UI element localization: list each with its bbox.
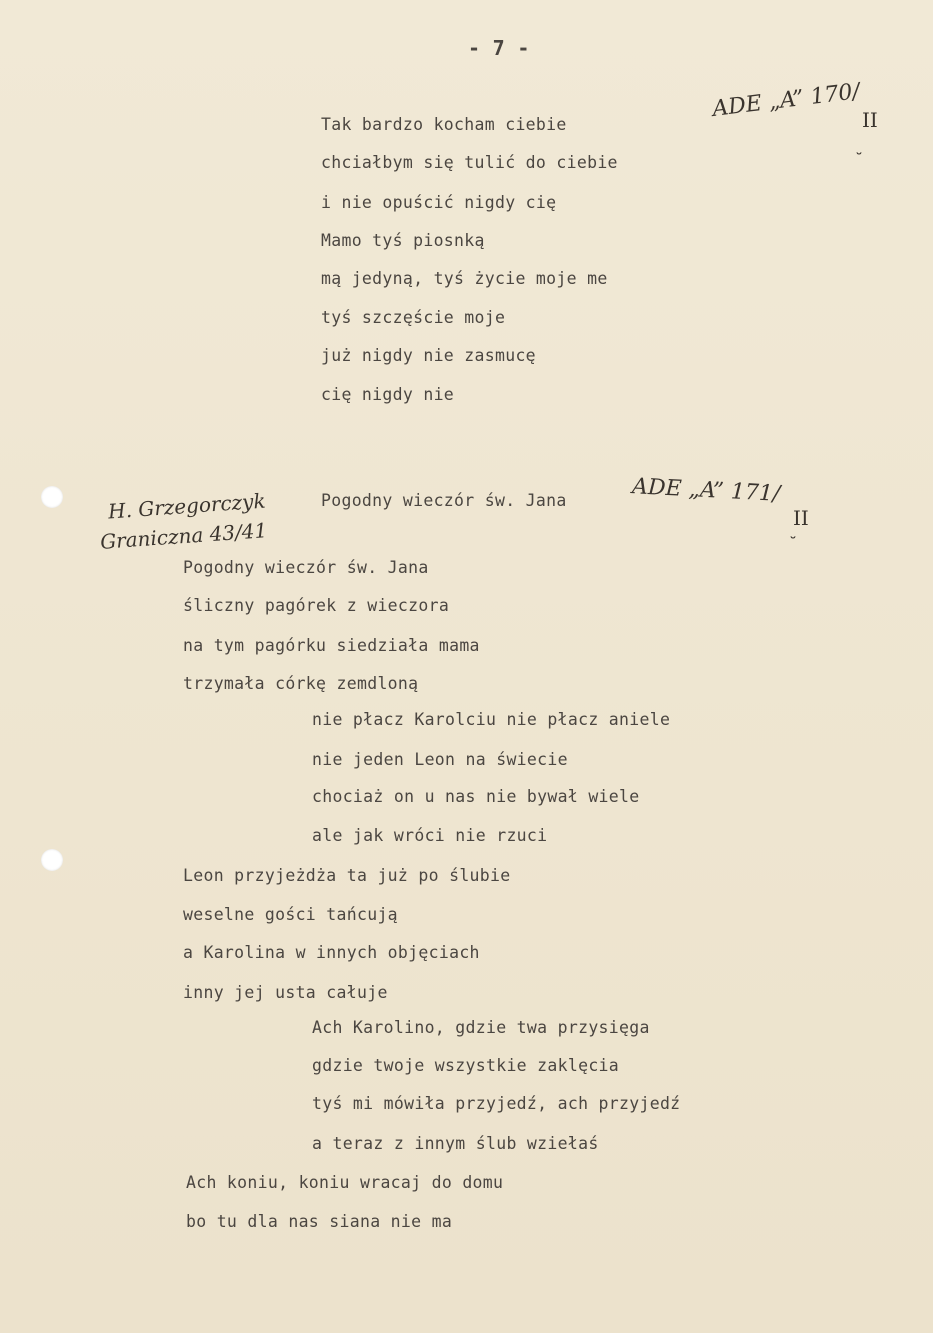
song2-line: trzymała córkę zemdloną (183, 674, 419, 693)
song1-line: chciałbym się tulić do ciebie (321, 153, 618, 172)
song2-line: a teraz z innym ślub wziełaś (312, 1134, 599, 1153)
song2-line: Ach koniu, koniu wracaj do domu (186, 1173, 504, 1192)
page-number: - 7 - (468, 36, 530, 60)
song2-line: na tym pagórku siedziała mama (183, 636, 480, 655)
song2-line: ale jak wróci nie rzuci (312, 826, 548, 845)
archive-ref-170-suffix: II (862, 108, 878, 132)
informant-address: Graniczna 43/41 (99, 518, 268, 554)
binder-hole-bottom (41, 849, 63, 871)
song2-line: nie płacz Karolciu nie płacz aniele (312, 710, 671, 729)
song2-line: chociaż on u nas nie bywał wiele (312, 787, 640, 806)
tick-mark-2: ˘ (789, 534, 797, 553)
song2-line: śliczny pagórek z wieczora (183, 596, 450, 615)
archive-ref-170: ADE „A” 170/ (711, 79, 862, 122)
archive-ref-171-suffix: II (793, 506, 809, 530)
song1-line: cię nigdy nie (321, 385, 455, 404)
song1-line: Mamo tyś piosnką (321, 231, 485, 250)
archive-ref-171: ADE „A” 171/ (631, 474, 781, 507)
song1-line: tyś szczęście moje (321, 308, 506, 327)
song2-line: Ach Karolino, gdzie twa przysięga (312, 1018, 650, 1037)
song2-line: bo tu dla nas siana nie ma (186, 1212, 453, 1231)
song2-title: Pogodny wieczór św. Jana (321, 491, 567, 510)
song1-line: mą jedyną, tyś życie moje me (321, 269, 608, 288)
binder-hole-top (41, 486, 63, 508)
song2-line: tyś mi mówiła przyjedź, ach przyjedź (312, 1094, 681, 1113)
informant-name: H. Grzegorczyk (107, 488, 267, 524)
song2-line: Pogodny wieczór św. Jana (183, 558, 429, 577)
song1-line: i nie opuścić nigdy cię (321, 193, 557, 212)
song2-line: weselne gości tańcują (183, 905, 398, 924)
song1-line: Tak bardzo kocham ciebie (321, 115, 567, 134)
song2-line: gdzie twoje wszystkie zaklęcia (312, 1056, 620, 1075)
song2-line: nie jeden Leon na świecie (312, 750, 568, 769)
tick-mark: ˘ (855, 150, 863, 169)
song1-line: już nigdy nie zasmucę (321, 346, 536, 365)
song2-line: inny jej usta całuje (183, 983, 388, 1002)
song2-line: a Karolina w innych objęciach (183, 943, 480, 962)
song2-line: Leon przyjeżdża ta już po ślubie (183, 866, 511, 885)
